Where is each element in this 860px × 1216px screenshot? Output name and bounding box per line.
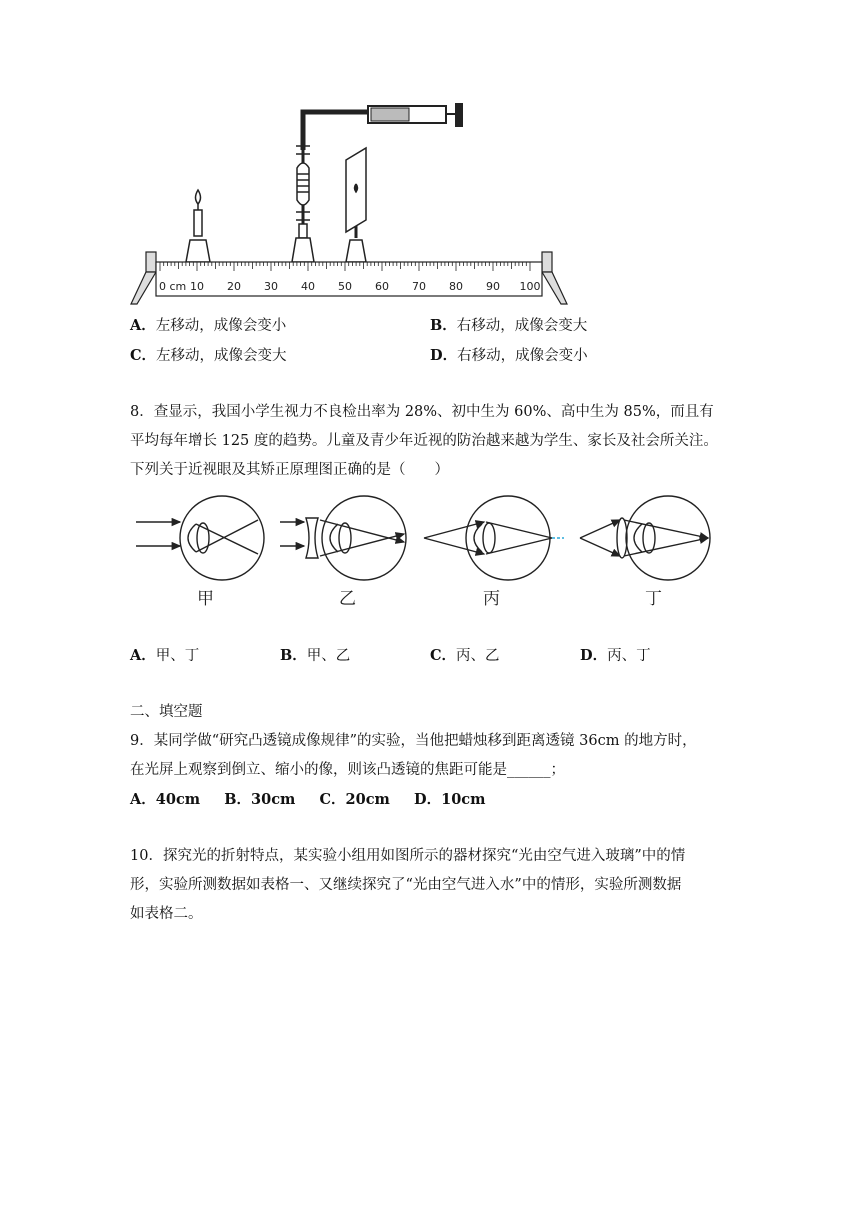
q9-option-d: D．10cm: [414, 791, 486, 808]
syringe-icon: [303, 104, 462, 150]
eye-diagram-yi: [280, 496, 406, 580]
eye-diagrams: [128, 490, 728, 608]
q8-line-2: 平均每年增长 125 度的趋势。儿童及青少年近视的防治越来越为学生、家长及社会所关注。: [130, 433, 718, 449]
scale-label: 50: [338, 280, 352, 293]
q7-option-b: B．右移动，成像会变大: [430, 317, 588, 334]
q7-option-a: A．左移动，成像会变小: [130, 317, 287, 334]
q10-line-2: 形，实验所测数据如表格一、又继续探究了“光由空气进入水”中的情形，实验所测数据: [130, 877, 682, 893]
scale-label: 80: [449, 280, 463, 293]
q8-line-1: 8．查显示，我国小学生视力不良检出率为 28%、初中生为 60%、高中生为 85%，而且有: [130, 404, 714, 420]
q9-line-1: 9．某同学做“研究凸透镜成像规律”的实验，当他把蜡烛移到距离透镜 36cm 的地方时，: [130, 733, 697, 749]
q9-line-2: 在光屏上观察到倒立、缩小的像，则该凸透镜的焦距可能是______；: [130, 762, 565, 778]
diagram-label-yi: 乙: [339, 589, 356, 608]
eye-diagram-ding: [580, 496, 710, 580]
scale-label: 0 cm: [159, 280, 187, 293]
optical-bench-figure: [125, 98, 575, 310]
q9-option-b: B．30cm: [224, 791, 296, 808]
q7-option-d: D．右移动，成像会变小: [430, 347, 588, 364]
eye-diagram-bing: [424, 496, 564, 580]
q10-line-3: 如表格二。: [130, 906, 203, 922]
scale-label: 70: [412, 280, 426, 293]
q9-option-c: C．20cm: [319, 791, 390, 808]
q8-option-c: C．丙、乙: [430, 647, 500, 664]
candle-icon: [186, 190, 210, 262]
diagram-label-bing: 丙: [483, 589, 500, 608]
section-title: 二、填空题: [130, 704, 203, 720]
q9-option-a: A．40cm: [130, 791, 201, 808]
q8-option-a: A．甲、丁: [130, 647, 200, 664]
scale-label: 10: [190, 280, 204, 293]
q7-option-c: C．左移动，成像会变大: [130, 347, 287, 364]
eye-diagram-jia: [136, 496, 264, 580]
scale-label: 100: [519, 280, 541, 293]
light-screen-icon: [346, 148, 366, 262]
diagram-label-jia: 甲: [197, 589, 214, 608]
q8-option-b: B．甲、乙: [280, 647, 351, 664]
water-lens-icon: [292, 146, 314, 262]
scale-label: 60: [375, 280, 389, 293]
scale-label: 30: [264, 280, 278, 293]
q9-options: [130, 790, 485, 810]
diagram-label-ding: 丁: [645, 589, 662, 608]
q8-option-d: D．丙、丁: [580, 647, 651, 664]
scale-label: 40: [301, 280, 315, 293]
scale-label: 90: [486, 280, 500, 293]
q10-line-1: 10．探究光的折射特点，某实验小组用如图所示的器材探究“光由空气进入玻璃”中的情: [130, 848, 686, 864]
scale-label: 20: [227, 280, 241, 293]
q8-line-3: 下列关于近视眼及其矫正原理图正确的是（ ）: [130, 462, 449, 478]
